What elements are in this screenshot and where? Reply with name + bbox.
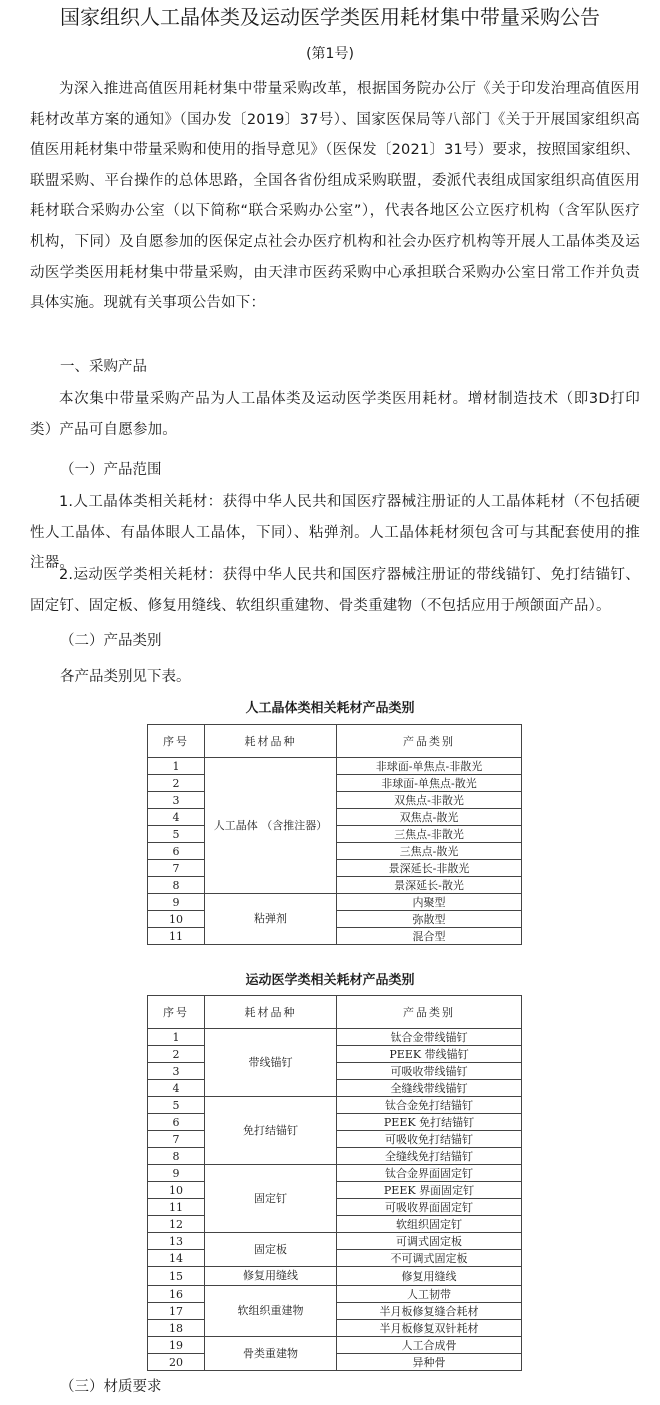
row-number-cell: 6 [148,1114,205,1131]
category-cell: 双焦点-非散光 [337,792,522,809]
row-number-cell: 1 [148,1029,205,1046]
subsection3-heading: （三）材质要求 [60,1379,162,1395]
category-cell: 双焦点-散光 [337,809,522,826]
row-number-cell: 7 [148,1131,205,1148]
category-cell: 人工韧带 [337,1286,522,1303]
document-number: (第1号) [306,46,354,62]
row-number-cell: 13 [148,1233,205,1250]
row-number-cell: 6 [148,843,205,860]
row-number-cell: 1 [148,758,205,775]
table-row [148,1097,522,1114]
row-number-cell: 18 [148,1320,205,1337]
category-cell: 景深延长-散光 [337,877,522,894]
category-cell: PEEK 界面固定钉 [337,1182,522,1199]
item-name-cell: 粘弹剂 [205,894,337,945]
row-number-cell: 8 [148,877,205,894]
row-number-cell: 9 [148,894,205,911]
table1-title: 人工晶体类相关耗材产品类别 [245,701,415,716]
row-number-cell: 3 [148,1063,205,1080]
category-cell: 可调式固定板 [337,1233,522,1250]
row-number-cell: 17 [148,1303,205,1320]
row-number-cell: 20 [148,1354,205,1371]
category-cell: 混合型 [337,928,522,945]
category-cell: PEEK 带线锚钉 [337,1046,522,1063]
row-number-cell: 2 [148,1046,205,1063]
category-cell: 非球面-单焦点-非散光 [337,758,522,775]
row-number-cell: 11 [148,1199,205,1216]
category-cell: 钛合金界面固定钉 [337,1165,522,1182]
item-name-cell: 骨类重建物 [205,1337,337,1371]
row-number-cell: 19 [148,1337,205,1354]
table-row [148,894,522,911]
iol-category-table [147,724,522,945]
category-cell: 异种骨 [337,1354,522,1371]
subsection1-heading: （一）产品范围 [60,462,162,478]
row-number-cell: 10 [148,911,205,928]
table2-title: 运动医学类相关耗材产品类别 [245,973,415,988]
table-row [148,1267,522,1286]
category-cell: 景深延长-非散光 [337,860,522,877]
row-number-cell: 5 [148,1097,205,1114]
category-cell: PEEK 免打结锚钉 [337,1114,522,1131]
column-header-category: 产品类别 [337,725,522,758]
column-header-category: 产品类别 [337,996,522,1029]
category-cell: 人工合成骨 [337,1337,522,1354]
row-number-cell: 2 [148,775,205,792]
category-cell: 钛合金带线锚钉 [337,1029,522,1046]
row-number-cell: 14 [148,1250,205,1267]
column-header-item: 耗材品种 [205,725,337,758]
row-number-cell: 8 [148,1148,205,1165]
row-number-cell: 9 [148,1165,205,1182]
category-cell: 可吸收界面固定钉 [337,1199,522,1216]
table-row [148,1286,522,1303]
document-title: 国家组织人工晶体类及运动医学类医用耗材集中带量采购公告 [60,5,600,29]
product-scope-item-1: 1.人工晶体类相关耗材：获得中华人民共和国医疗器械注册证的人工晶体耗材（不包括硬性人工晶体、有晶体眼人工晶体，下同）、粘弹剂。人工晶体耗材须包含可与其配套使用的推注器。 [30,494,640,572]
row-number-cell: 15 [148,1267,205,1286]
category-cell: 软组织固定钉 [337,1216,522,1233]
table-row [148,1233,522,1250]
category-cell: 半月板修复缝合耗材 [337,1303,522,1320]
sports-medicine-category-table [147,995,522,1371]
table-row [148,1337,522,1354]
row-number-cell: 7 [148,860,205,877]
category-cell: 全缝线免打结锚钉 [337,1148,522,1165]
category-cell: 可吸收免打结锚钉 [337,1131,522,1148]
category-cell: 三焦点-非散光 [337,826,522,843]
row-number-cell: 16 [148,1286,205,1303]
category-cell: 非球面-单焦点-散光 [337,775,522,792]
item-name-cell: 免打结锚钉 [205,1097,337,1165]
item-name-cell: 固定钉 [205,1165,337,1233]
row-number-cell: 5 [148,826,205,843]
row-number-cell: 4 [148,809,205,826]
category-cell: 修复用缝线 [337,1267,522,1286]
item-name-cell: 修复用缝线 [205,1267,337,1286]
subsection2-paragraph: 各产品类别见下表。 [60,669,191,685]
item-name-cell: 带线锚钉 [205,1029,337,1097]
category-cell: 内聚型 [337,894,522,911]
category-cell: 三焦点-散光 [337,843,522,860]
table-row [148,1029,522,1046]
item-name-cell: 人工晶体 （含推注器） [205,758,337,894]
intro-paragraph: 为深入推进高值医用耗材集中带量采购改革，根据国务院办公厅《关于印发治理高值医用耗材改革方案的通知》（国办发〔2019〕37号）、国家医保局等八部门《关于开展国家组织高值医用耗材集中带量采购和使用的指导意见》（医保发〔2021〕31号）要求，按照国家组织、联盟采购、平台操作的总体思路，全国各省份组成采购联盟，委派代表组成国家组织高值医用耗材联合采购办公室（以下简称“联合采购办公室”），代表各地区公立医疗机构（含军队医疗机构，下同）及自愿参加的医保定点社会办医疗机构和社会办医疗机构等开展人工晶体类及运动医学类医用耗材集中带量采购，由天津市医药采购中心承担联合采购办公室日常工作并负责具体实施。现就有关事项公告如下： [30,81,640,312]
column-header-number: 序号 [148,996,205,1029]
section1-paragraph: 本次集中带量采购产品为人工晶体类及运动医学类医用耗材。增材制造技术（即3D打印类）产品可自愿参加。 [30,391,640,438]
category-cell: 半月板修复双针耗材 [337,1320,522,1337]
row-number-cell: 12 [148,1216,205,1233]
category-cell: 弥散型 [337,911,522,928]
column-header-item: 耗材品种 [205,996,337,1029]
column-header-number: 序号 [148,725,205,758]
table-row [148,1165,522,1182]
subsection2-heading: （二）产品类别 [60,633,162,649]
category-cell: 不可调式固定板 [337,1250,522,1267]
category-cell: 可吸收带线锚钉 [337,1063,522,1080]
category-cell: 全缝线带线锚钉 [337,1080,522,1097]
row-number-cell: 11 [148,928,205,945]
section1-heading: 一、采购产品 [60,359,147,375]
product-scope-item-2: 2.运动医学类相关耗材：获得中华人民共和国医疗器械注册证的带线锚钉、免打结锚钉、固定钉、固定板、修复用缝线、软组织重建物、骨类重建物（不包括应用于颅颌面产品）。 [30,567,640,614]
row-number-cell: 3 [148,792,205,809]
category-cell: 钛合金免打结锚钉 [337,1097,522,1114]
row-number-cell: 4 [148,1080,205,1097]
row-number-cell: 10 [148,1182,205,1199]
item-name-cell: 固定板 [205,1233,337,1267]
table-row [148,758,522,775]
item-name-cell: 软组织重建物 [205,1286,337,1337]
